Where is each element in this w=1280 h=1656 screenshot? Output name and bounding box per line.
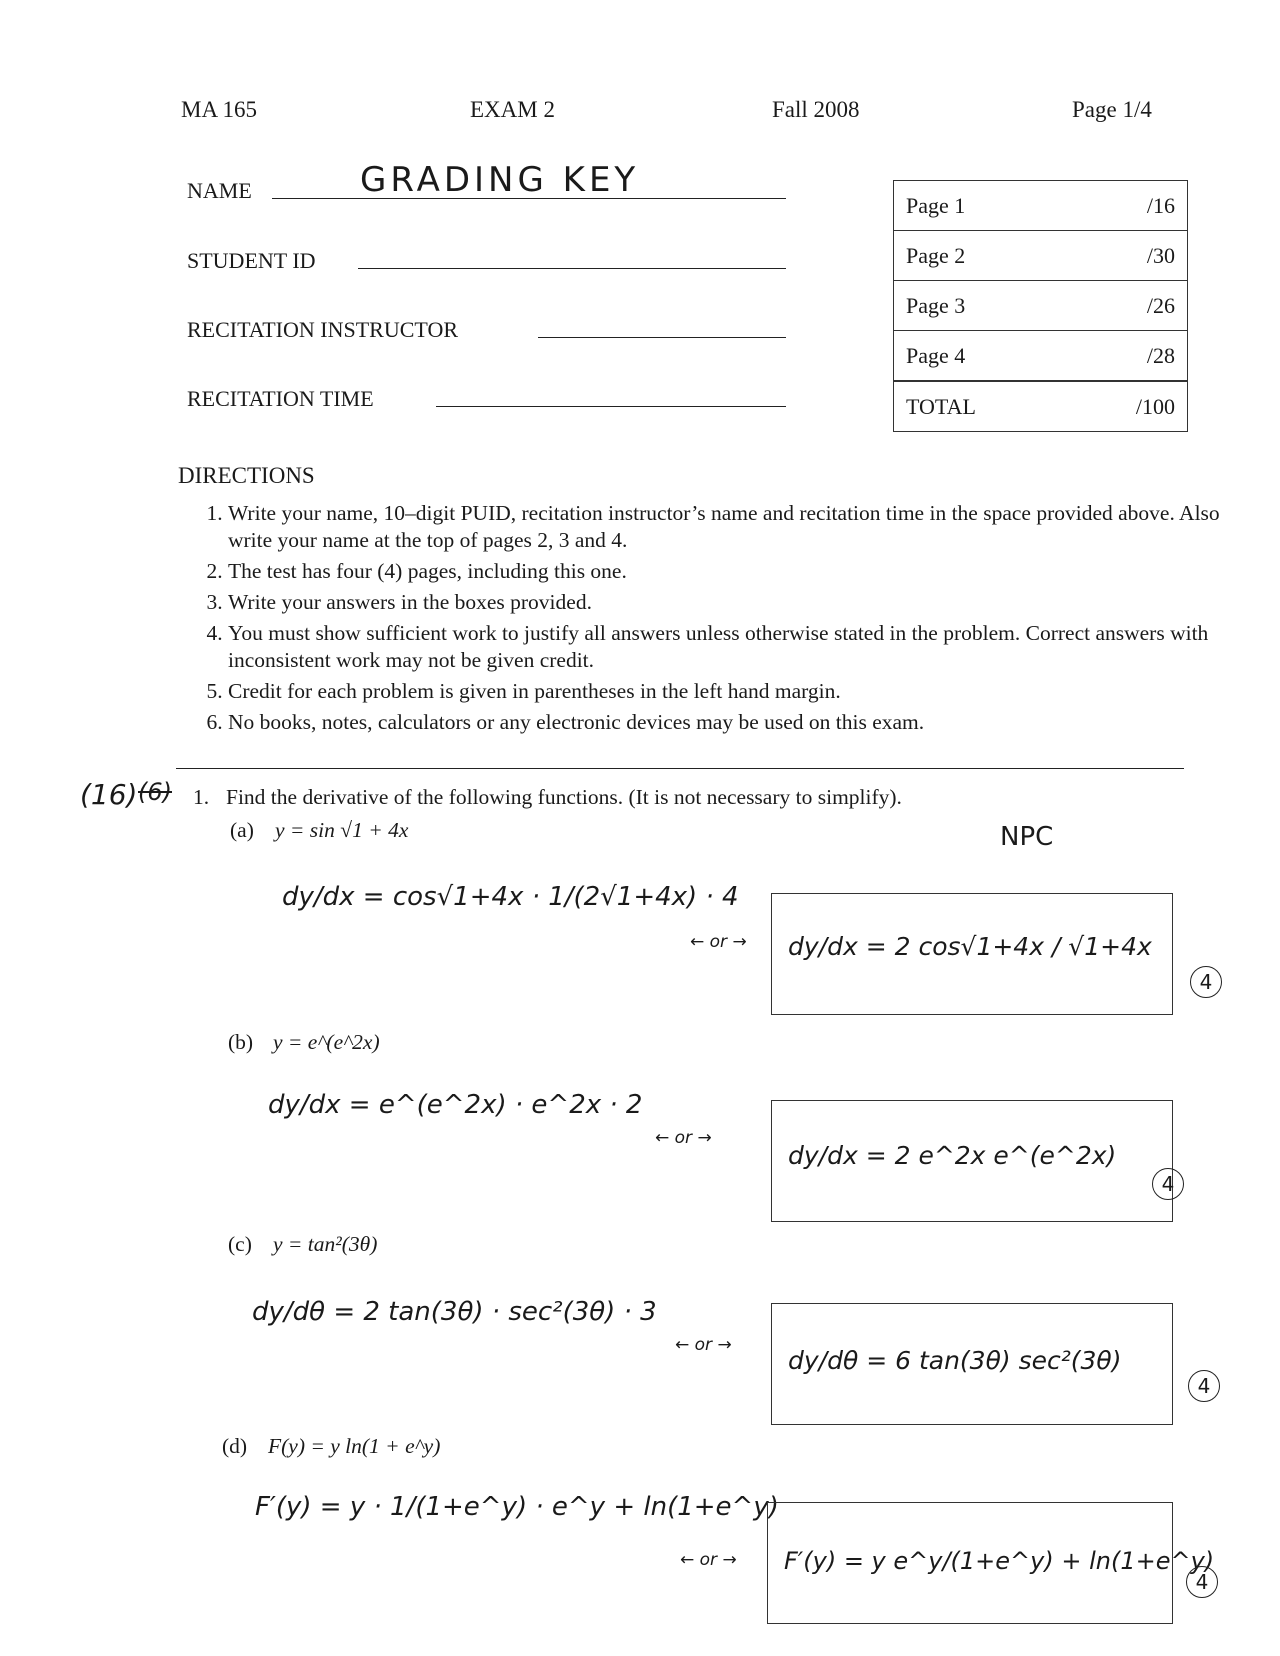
part-label: (b): [228, 1030, 254, 1054]
part-function: F(y) = y ln(1 + e^y): [268, 1434, 441, 1458]
time-label: RECITATION TIME: [187, 386, 374, 411]
score-row-label: Page 3: [894, 281, 1104, 331]
score-row-points: /30: [1103, 231, 1188, 281]
problem-number: 1.: [193, 785, 210, 809]
points-circle: 4: [1152, 1168, 1184, 1200]
score-row-label: Page 1: [894, 181, 1104, 231]
or-arrow: ← or →: [690, 932, 747, 952]
or-label: or: [709, 932, 728, 952]
problem-prompt: Find the derivative of the following functions. (It is not necessary to simplify).: [226, 785, 902, 809]
answer-text: dy/dθ = 6 tan(3θ) sec²(3θ): [788, 1346, 1122, 1375]
answer-text: dy/dx = 2 e^2x e^(e^2x): [788, 1141, 1117, 1170]
npc-note: NPC: [1000, 822, 1054, 852]
part-label: (a): [230, 818, 254, 842]
score-row-total: [894, 381, 1188, 432]
or-arrow: ← or →: [655, 1128, 712, 1148]
problem-old-credit: (6): [138, 778, 172, 806]
score-row-label: Page 4: [894, 331, 1104, 382]
part-label: (d): [222, 1434, 248, 1458]
direction-item: 5. Credit for each problem is given in parentheses in the left hand margin.: [228, 678, 1228, 705]
or-label: or: [699, 1550, 718, 1570]
answer-box[interactable]: [771, 1100, 1173, 1222]
part-work: dy/dθ = 2 tan(3θ) · sec²(3θ) · 3: [252, 1297, 657, 1327]
direction-item: 1. Write your name, 10–digit PUID, recitation instructor’s name and recitation time in the space provided above. Also write your name at the top of pages 2, 3 and 4.: [228, 500, 1228, 554]
page-number: Page 1/4: [1072, 97, 1152, 122]
name-label: NAME: [187, 178, 252, 203]
part-function: y = sin √1 + 4x: [275, 818, 409, 842]
or-arrow: ← or →: [680, 1550, 737, 1570]
direction-item: 4. You must show sufficient work to justify all answers unless otherwise stated in the problem. Correct answers with inconsistent work may not be given credit.: [228, 620, 1228, 674]
exam-title: EXAM 2: [470, 97, 555, 122]
score-row: [894, 231, 1188, 281]
part-function: y = tan²(3θ): [273, 1232, 378, 1256]
score-row: [894, 281, 1188, 331]
part-function: y = e^(e^2x): [273, 1030, 380, 1054]
direction-item: 2. The test has four (4) pages, including this one.: [228, 558, 1228, 585]
directions-list: [178, 500, 1228, 740]
answer-box[interactable]: [771, 1303, 1173, 1425]
part-work: dy/dx = e^(e^2x) · e^2x · 2: [268, 1090, 643, 1120]
score-row-label: Page 2: [894, 231, 1104, 281]
points-circle: 4: [1186, 1566, 1218, 1598]
score-row: [894, 181, 1188, 231]
answer-box[interactable]: [767, 1502, 1215, 1624]
problem-credit: (16): [80, 778, 138, 811]
directions-title: DIRECTIONS: [178, 463, 315, 488]
answer-text: dy/dx = 2 cos√1+4x / √1+4x: [788, 932, 1152, 961]
student-id-line[interactable]: [358, 268, 786, 269]
score-row-points: /28: [1103, 331, 1188, 382]
part-work: dy/dx = cos√1+4x · 1/(2√1+4x) · 4: [282, 882, 739, 912]
answer-text: F′(y) = y e^y/(1+e^y) + ln(1+e^y): [784, 1547, 1215, 1575]
score-row-points: /100: [1103, 381, 1188, 432]
direction-item: 6. No books, notes, calculators or any electronic devices may be used on this exam.: [228, 709, 1228, 736]
or-arrow: ← or →: [675, 1335, 732, 1355]
instructor-label: RECITATION INSTRUCTOR: [187, 317, 459, 342]
score-table: [893, 180, 1188, 432]
part-label: (c): [228, 1232, 252, 1256]
name-value: GRADING KEY: [360, 160, 640, 200]
score-row-label: TOTAL: [894, 381, 1104, 432]
or-label: or: [674, 1128, 693, 1148]
exam-term: Fall 2008: [772, 97, 860, 122]
or-label: or: [694, 1335, 713, 1355]
direction-item: 3. Write your answers in the boxes provided.: [228, 589, 1228, 616]
score-row: [894, 331, 1188, 382]
points-circle: 4: [1190, 966, 1222, 998]
instructor-line[interactable]: [538, 337, 786, 338]
points-circle: 4: [1188, 1370, 1220, 1402]
score-row-points: /16: [1103, 181, 1188, 231]
student-id-label: STUDENT ID: [187, 248, 316, 273]
section-divider: [176, 768, 1184, 769]
part-work: F′(y) = y · 1/(1+e^y) · e^y + ln(1+e^y): [255, 1492, 779, 1522]
course-code: MA 165: [181, 97, 258, 122]
time-line[interactable]: [436, 406, 786, 407]
score-row-points: /26: [1103, 281, 1188, 331]
answer-box[interactable]: [771, 893, 1173, 1015]
